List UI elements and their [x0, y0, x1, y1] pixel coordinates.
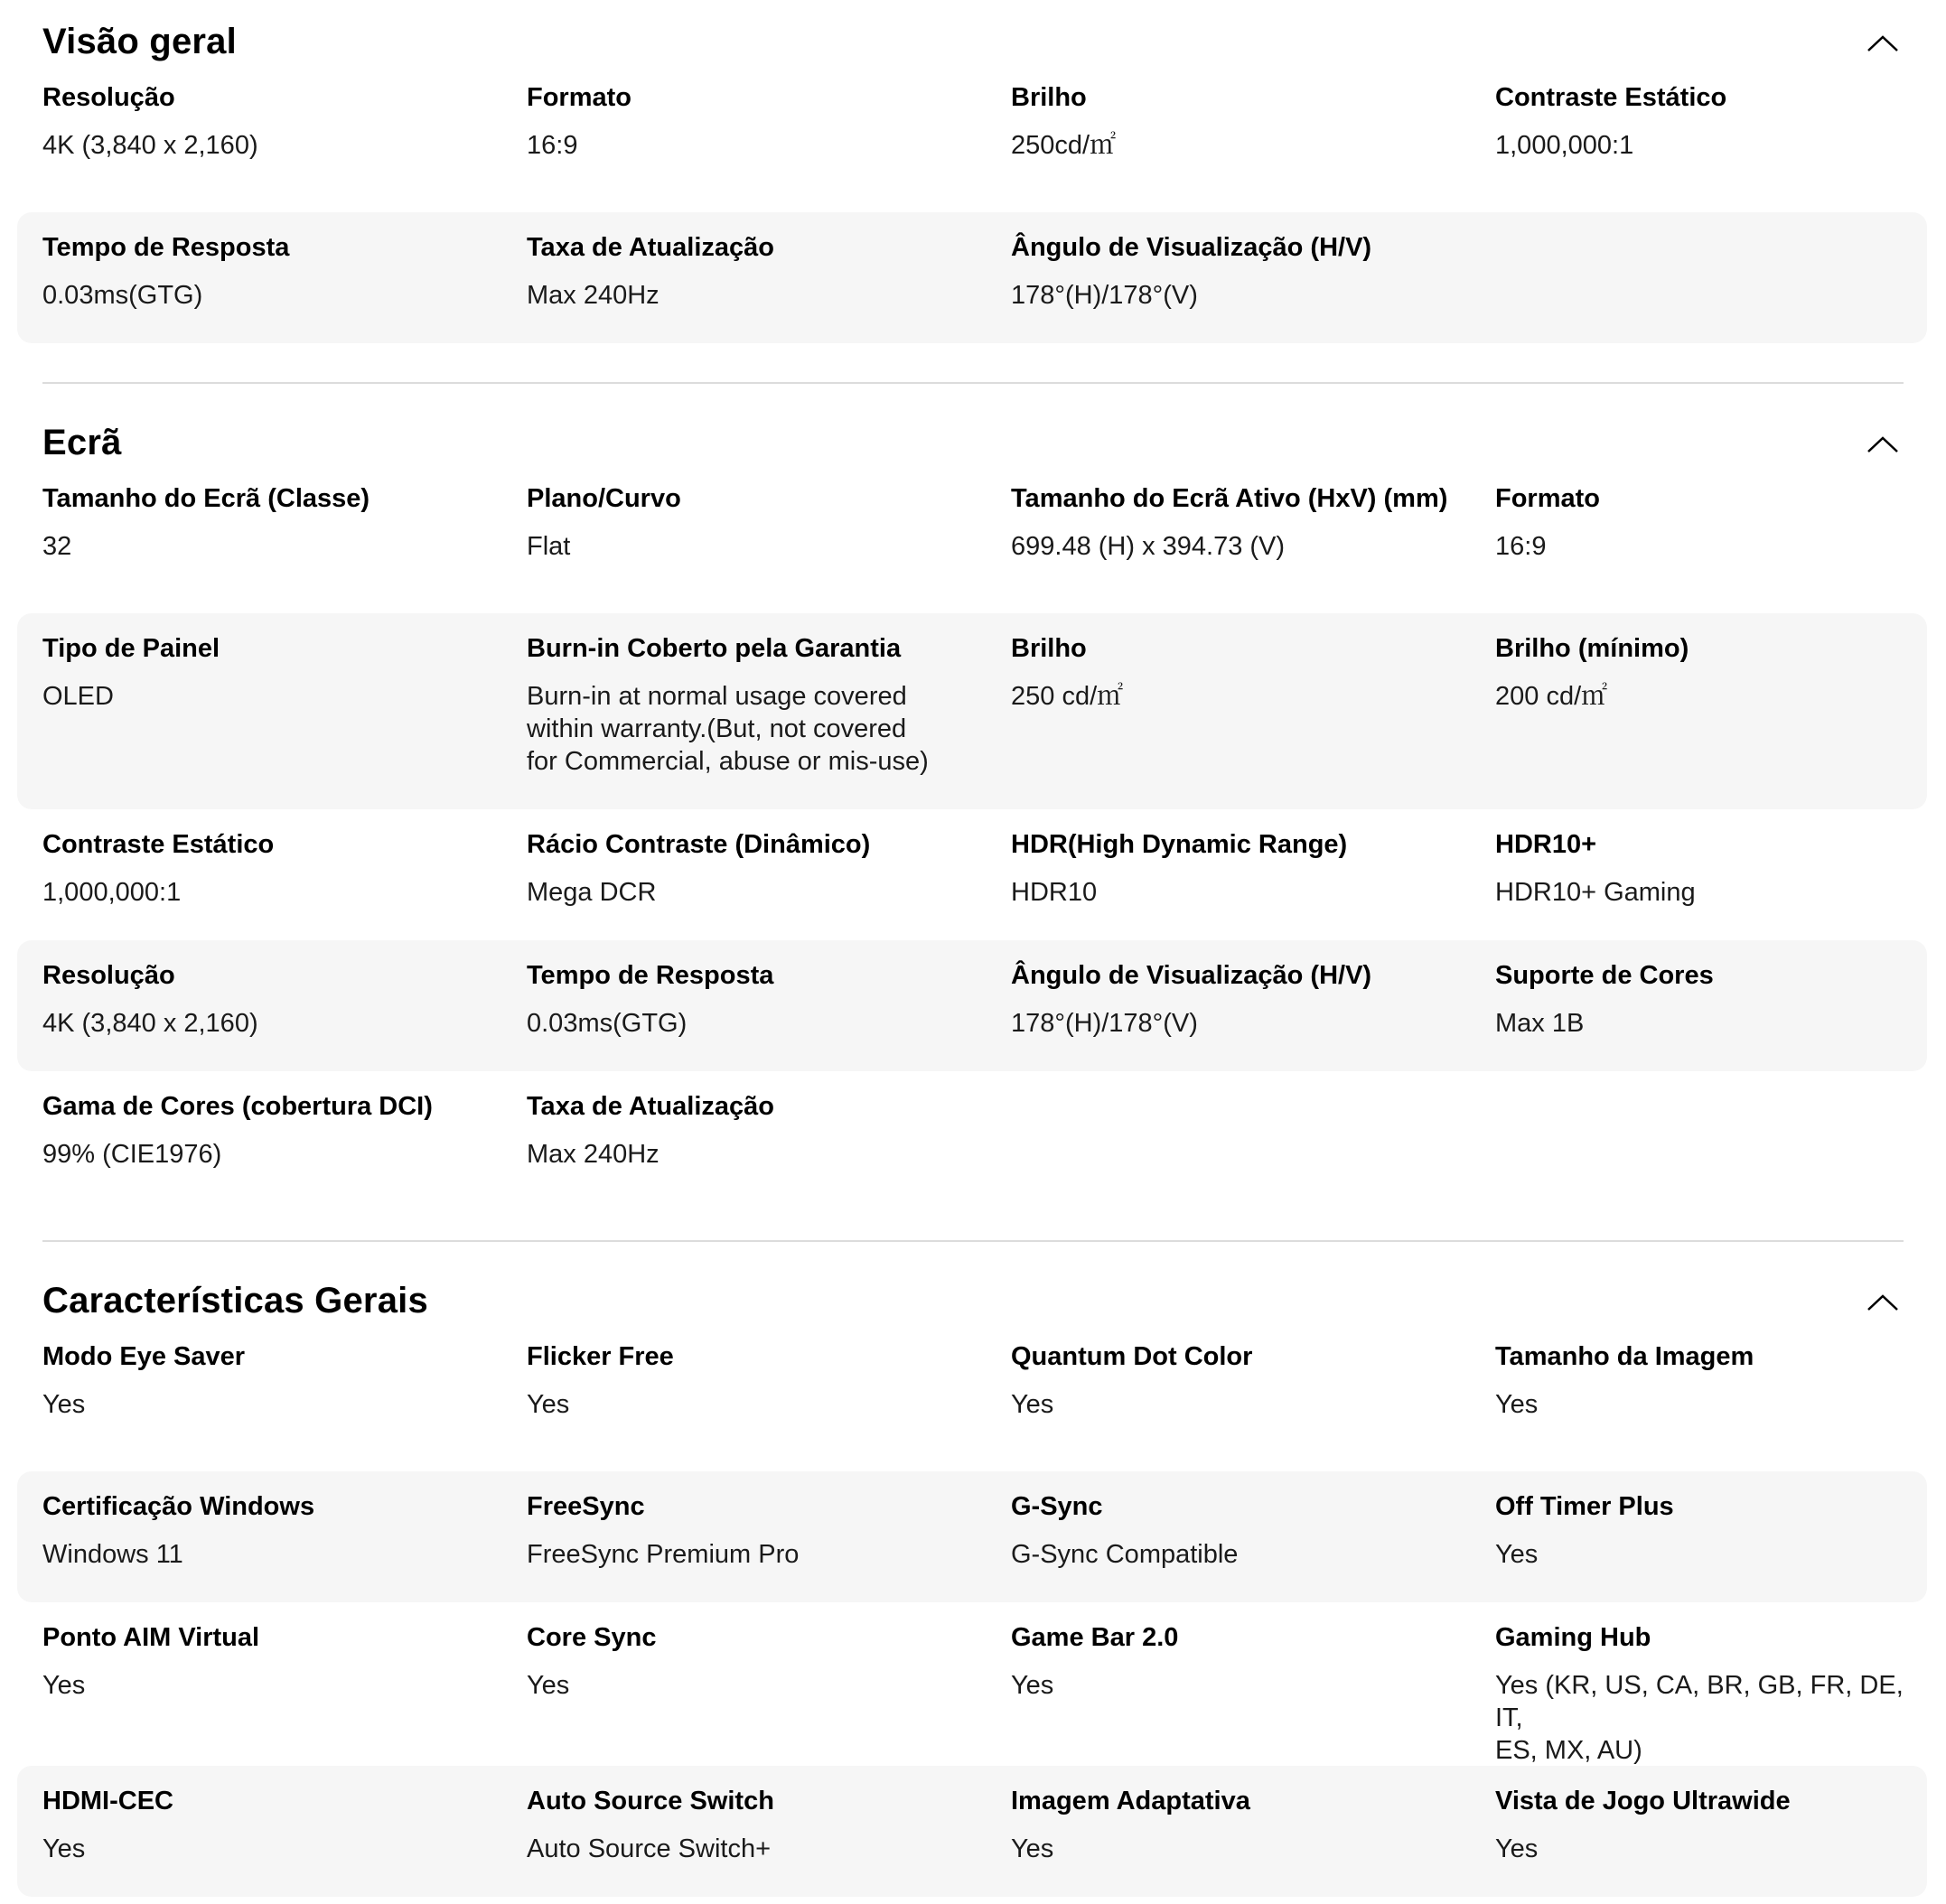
- section-divider: [42, 382, 1904, 384]
- spec-label: Rácio Contraste (Dinâmico): [527, 830, 871, 859]
- spec-row: [17, 1602, 1927, 1766]
- spec-value: Yes: [527, 1390, 570, 1419]
- spec-label: Off Timer Plus: [1495, 1492, 1674, 1521]
- spec-value: 4K (3,840 x 2,160): [42, 1009, 258, 1038]
- spec-row: [17, 1340, 1927, 1471]
- spec-item: [17, 1621, 501, 1766]
- spec-value: 0.03ms(GTG): [527, 1009, 688, 1038]
- spec-item: [986, 231, 1470, 343]
- spec-label: HDR(High Dynamic Range): [1011, 830, 1348, 859]
- spec-item: [986, 959, 1470, 1071]
- spec-item-empty: [1470, 1090, 1927, 1202]
- spec-label: FreeSync: [527, 1492, 645, 1521]
- spec-item: [17, 632, 501, 809]
- spec-item: [501, 1090, 986, 1202]
- spec-label: Contraste Estático: [1495, 83, 1727, 112]
- spec-item: [986, 828, 1470, 940]
- spec-item: [501, 81, 986, 212]
- spec-item: [1470, 1490, 1927, 1602]
- spec-value: Yes: [42, 1671, 86, 1700]
- chevron-up-icon[interactable]: [1864, 1283, 1902, 1321]
- chevron-up-icon[interactable]: [1864, 24, 1902, 62]
- spec-item: [1470, 81, 1927, 212]
- spec-label: Resolução: [42, 83, 175, 112]
- spec-value: Yes: [1495, 1390, 1539, 1419]
- spec-value: 250 cd/㎡: [1011, 682, 1124, 711]
- spec-value: 4K (3,840 x 2,160): [42, 131, 258, 160]
- spec-label: Core Sync: [527, 1623, 657, 1652]
- spec-label: Suporte de Cores: [1495, 961, 1714, 990]
- spec-item: [17, 828, 501, 940]
- spec-label: Contraste Estático: [42, 830, 275, 859]
- spec-item: [501, 1621, 986, 1766]
- spec-item: [1470, 1785, 1927, 1897]
- spec-item: [17, 482, 501, 613]
- spec-item: [501, 1490, 986, 1602]
- section-ecra: [17, 401, 1927, 1202]
- spec-item: [17, 81, 501, 212]
- spec-value: Yes: [1011, 1390, 1054, 1419]
- spec-label: Ângulo de Visualização (H/V): [1011, 233, 1372, 262]
- spec-item: [1470, 959, 1927, 1071]
- spec-value: Yes: [42, 1834, 86, 1863]
- spec-item: [986, 1490, 1470, 1602]
- spec-value: 0.03ms(GTG): [42, 281, 203, 310]
- spec-label: Brilho: [1011, 83, 1087, 112]
- spec-row: [17, 1766, 1927, 1897]
- section-title: Características Gerais: [42, 1281, 428, 1321]
- spec-value: 250cd/㎡: [1011, 131, 1117, 160]
- spec-row: [17, 809, 1927, 940]
- spec-value: 178°(H)/178°(V): [1011, 281, 1198, 310]
- spec-value: Max 240Hz: [527, 281, 660, 310]
- spec-label: Tipo de Painel: [42, 634, 220, 663]
- spec-label: Tempo de Resposta: [527, 961, 774, 990]
- spec-value: 200 cd/㎡: [1495, 682, 1608, 711]
- spec-label: Taxa de Atualização: [527, 233, 774, 262]
- spec-value: Yes: [1495, 1834, 1539, 1863]
- spec-value: Max 1B: [1495, 1009, 1585, 1038]
- section-header[interactable]: [17, 401, 1927, 482]
- spec-item: [1470, 632, 1927, 809]
- section-title: Ecrã: [42, 423, 122, 462]
- spec-value: Yes: [1011, 1834, 1054, 1863]
- spec-item: [501, 1340, 986, 1471]
- spec-row: [17, 1471, 1927, 1602]
- spec-item: [17, 1490, 501, 1602]
- spec-item: [1470, 1621, 1927, 1766]
- spec-value: Yes: [42, 1390, 86, 1419]
- spec-label: Tempo de Resposta: [42, 233, 290, 262]
- spec-label: Resolução: [42, 961, 175, 990]
- spec-item: [501, 231, 986, 343]
- spec-label: Gaming Hub: [1495, 1623, 1651, 1652]
- spec-item: [1470, 1340, 1927, 1471]
- section-visao-geral: [17, 0, 1927, 343]
- spec-row: [17, 613, 1927, 809]
- spec-label: Plano/Curvo: [527, 484, 681, 513]
- spec-item: [17, 1340, 501, 1471]
- spec-item: [986, 1785, 1470, 1897]
- spec-value: Yes: [527, 1671, 570, 1700]
- spec-value: 1,000,000:1: [1495, 131, 1634, 160]
- spec-label: Formato: [1495, 484, 1600, 513]
- spec-label: Tamanho do Ecrã (Classe): [42, 484, 370, 513]
- section-divider: [42, 1240, 1904, 1242]
- spec-label: Tamanho da Imagem: [1495, 1342, 1754, 1371]
- spec-value: HDR10+ Gaming: [1495, 878, 1696, 907]
- spec-item-empty: [986, 1090, 1470, 1202]
- spec-item: [17, 1785, 501, 1897]
- spec-label: Certificação Windows: [42, 1492, 315, 1521]
- spec-value: Burn-in at normal usage covered within warranty.(But, not covered for Commercial, abuse or mis-use): [527, 682, 929, 776]
- spec-row: [17, 81, 1927, 212]
- spec-item: [986, 1621, 1470, 1766]
- spec-item: [501, 482, 986, 613]
- spec-label: Ângulo de Visualização (H/V): [1011, 961, 1372, 990]
- spec-label: Quantum Dot Color: [1011, 1342, 1253, 1371]
- spec-item: [501, 828, 986, 940]
- spec-label: Game Bar 2.0: [1011, 1623, 1179, 1652]
- spec-value: OLED: [42, 682, 114, 711]
- spec-row: [17, 1071, 1927, 1202]
- spec-label: Tamanho do Ecrã Ativo (HxV) (mm): [1011, 484, 1448, 513]
- spec-label: Brilho (mínimo): [1495, 634, 1689, 663]
- spec-label: HDR10+: [1495, 830, 1597, 859]
- spec-label: Taxa de Atualização: [527, 1092, 774, 1121]
- spec-label: Formato: [527, 83, 632, 112]
- spec-item-empty: [1470, 231, 1927, 343]
- spec-value: 699.48 (H) x 394.73 (V): [1011, 532, 1286, 561]
- spec-label: Brilho: [1011, 634, 1087, 663]
- spec-value: Auto Source Switch+: [527, 1834, 772, 1863]
- spec-label: Ponto AIM Virtual: [42, 1623, 260, 1652]
- spec-value: Yes: [1495, 1540, 1539, 1569]
- spec-value: 1,000,000:1: [42, 878, 182, 907]
- spec-label: Vista de Jogo Ultrawide: [1495, 1787, 1791, 1815]
- spec-item: [17, 1090, 501, 1202]
- spec-row: [17, 212, 1927, 343]
- spec-label: HDMI-CEC: [42, 1787, 173, 1815]
- spec-value: Yes: [1011, 1671, 1054, 1700]
- section-caracteristicas-gerais: [17, 1259, 1927, 1897]
- spec-item: [1470, 482, 1927, 613]
- spec-item: [17, 959, 501, 1071]
- spec-item: [1470, 828, 1927, 940]
- spec-value: HDR10: [1011, 878, 1098, 907]
- spec-label: G-Sync: [1011, 1492, 1103, 1521]
- spec-value: Max 240Hz: [527, 1140, 660, 1169]
- spec-label: Imagem Adaptativa: [1011, 1787, 1250, 1815]
- spec-label: Gama de Cores (cobertura DCI): [42, 1092, 433, 1121]
- spec-value: Yes (KR, US, CA, BR, GB, FR, DE, IT, ES, MX, AU): [1495, 1671, 1904, 1765]
- spec-label: Auto Source Switch: [527, 1787, 774, 1815]
- section-header[interactable]: [17, 0, 1927, 81]
- spec-value: Flat: [527, 532, 571, 561]
- spec-item: [501, 1785, 986, 1897]
- spec-value: FreeSync Premium Pro: [527, 1540, 800, 1569]
- spec-item: [986, 1340, 1470, 1471]
- section-title: Visão geral: [42, 22, 237, 61]
- spec-value: Windows 11: [42, 1540, 183, 1569]
- spec-label: Flicker Free: [527, 1342, 674, 1371]
- section-header[interactable]: [17, 1259, 1927, 1340]
- spec-value: 178°(H)/178°(V): [1011, 1009, 1198, 1038]
- spec-value: G-Sync Compatible: [1011, 1540, 1239, 1569]
- spec-row: [17, 482, 1927, 613]
- spec-row: [17, 940, 1927, 1071]
- spec-item: [986, 632, 1470, 809]
- chevron-up-icon[interactable]: [1864, 425, 1902, 463]
- spec-label: Burn-in Coberto pela Garantia: [527, 634, 902, 663]
- spec-value: 32: [42, 532, 72, 561]
- spec-value: 16:9: [527, 131, 578, 160]
- spec-item: [986, 482, 1470, 613]
- spec-value: 16:9: [1495, 532, 1547, 561]
- spec-item: [17, 231, 501, 343]
- spec-value: Mega DCR: [527, 878, 657, 907]
- spec-value: 99% (CIE1976): [42, 1140, 222, 1169]
- spec-item: [501, 959, 986, 1071]
- spec-item: [986, 81, 1470, 212]
- spec-label: Modo Eye Saver: [42, 1342, 246, 1371]
- spec-item: [501, 632, 986, 809]
